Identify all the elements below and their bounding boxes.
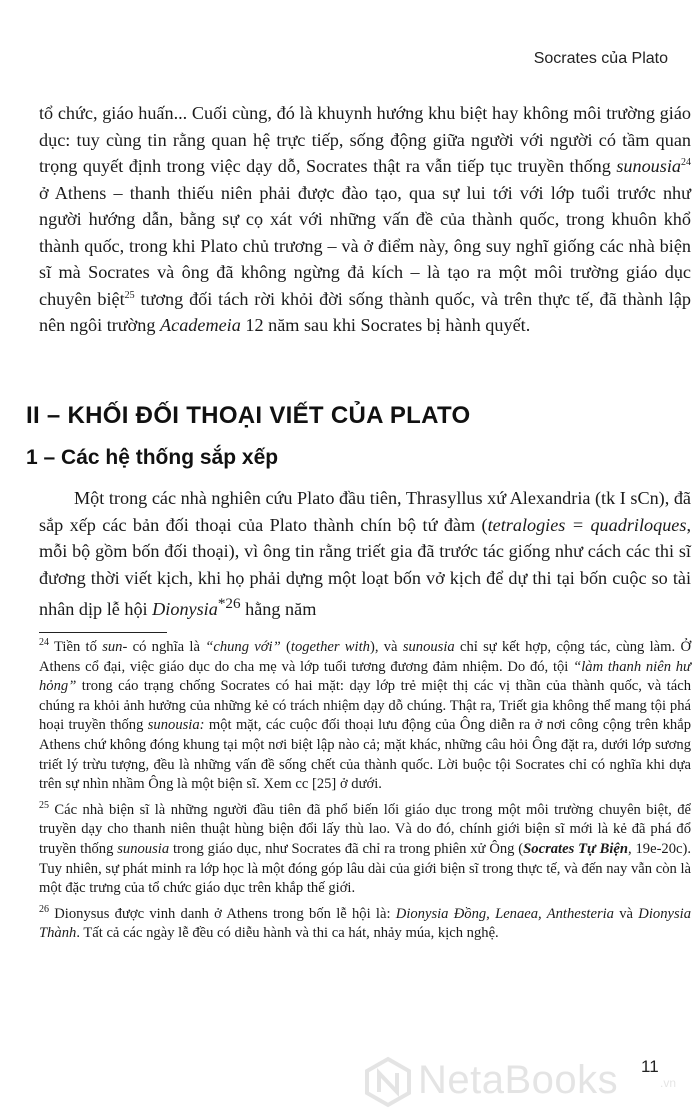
footnote-ref-26: *26 (217, 595, 241, 612)
page-number: 11 (641, 1057, 659, 1076)
footnote-ref-24: 24 (681, 156, 691, 168)
body-paragraph: Một trong các nhà nghiên cứu Plato đầu tiên, Thrasyllus xứ Alexandria (tk I sCn), đã sắp xếp các bản đối thoại của Plato thành chín bộ tứ đàm (tetralogies = quadriloques, mỗi bộ gồm bốn đối thoại), vì ông tin rằng triết gia đã trước tác giống như cách các thi sĩ đương thời viết kịch, khi họ phải dựng một loạt bốn vở kịch để dự thi tại bốn cuộc so tài nhân dịp lễ hội Dionysia$^{*26}$ hằng năm (39, 488, 691, 620)
subsection-heading: 1 – Các hệ thống sắp xếp (26, 446, 279, 469)
footnote-24: $^{24}$ Tiền tố sun- có nghĩa là “chung với” (together with), và sunousia chỉ sự kết hợp, cộng tác, cùng làm. Ở Athens cổ đại, việc giáo dục do cha mẹ và lớp tuổi tương đương đảm nhiệm. Do đó, tội “làm thanh niên hư hỏng” trong cáo trạng chống Socrates có hai mặt: dạy lớp trẻ miệt thị các vị thần của thành quốc, và tách chúng ra khỏi ảnh hưởng của những kẻ có trách nhiệm dạy dỗ chúng. Thật ra, Triết gia không thể mang tội phá hoại truyền thống sunousia: một mặt, các cuộc đối thoại lưu động của Ông diễn ra ở nơi công cộng trên khắp Athens chứ không đóng khung tại một nơi biệt lập nào cả; mặt khác, những câu hỏi Ông đặt ra, dưới lớp sương triết lý trừu tượng, đều là những vấn đề sống chết của thành quốc. Lời buộc tội Socrates chỉ có nghĩa khi dựa trên sự nhìn nhầm Ông là một biện sĩ. Xem cc [25] ở dưới. (39, 637, 692, 793)
footnote-25: $^{25}$ Các nhà biện sĩ là những người đầu tiên đã phổ biến lối giáo dục trong một môi trường chuyên biệt, để truyền dạy cho thanh niên thuật hùng biện đổi lấy thù lao. Và do đó, chính giới biện sĩ mới là kẻ đã phá đổ truyền thống sunousia trong giáo dục, như Socrates đã chỉ ra trong phiên xử Ông (Socrates Tự Biện, 19e-20c). Tuy nhiên, sự phát minh ra lớp học là một đóng góp lâu dài của giới biện sĩ trong thực tế, và đến nay vẫn còn là một đặc trưng của tổ chức giáo dục trên khắp thế giới. (39, 799, 692, 897)
running-header: Socrates của Plato (533, 50, 668, 67)
footnote-divider (39, 632, 167, 633)
footnotes (39, 638, 691, 950)
footnote-number: 24 (39, 637, 49, 649)
footnote-26: $^{26}$ Dionysus được vinh danh ở Athens trong bốn lễ hội là: Dionysia Đồng, Lenaea, Anthesteria và Dionysia Thành. Tất cả các ngày lễ đều có diễu hành và thi ca hát, nhảy múa, kịch nghệ. (39, 903, 691, 942)
footnote-number: 26 (39, 903, 49, 915)
netabooks-watermark (360, 1050, 680, 1120)
term-academeia: Academeia (160, 315, 241, 335)
watermark-suffix: .vn (660, 1076, 677, 1090)
term-sunousia: sunousia (616, 156, 681, 176)
body-paragraph-continued: tổ chức, giáo huấn... Cuối cùng, đó là khuynh hướng khu biệt hay không môi trường giáo dục: tuy cùng tin rằng quan hệ trực tiếp, sống động giữa người với người có tầm quan trọng quyết định trong việc dạy dỗ, Socrates thật ra vẫn tiếp tục truyền thống sunousia$^{24}$ ở Athens – thanh thiếu niên phải được đào tạo, qua sự lui tới với lớp tuổi trước như người hướng dẫn, bằng sự cọ xát với những vấn đề của thành quốc, trong khuôn khổ thành quốc, trong khi Plato chủ trương – và ở điểm này, ông suy nghĩ giống các nhà biện sĩ mà Socrates và ông đã không ngừng đả kích – là tạo ra một môi trường giáo dục chuyên biệt$^{25}$ tương đối tách rời khỏi đời sống thành quốc, và trên thực tế, đã thành lập nên ngôi trường Academeia 12 năm sau khi Socrates bị hành quyết. (39, 103, 691, 335)
watermark-text: NetaBooks (418, 1058, 619, 1102)
book-title: Socrates Tự Biện (523, 840, 628, 857)
footnote-ref-25: 25 (124, 289, 135, 301)
section-heading: II – KHỐI ĐỐI THOẠI VIẾT CỦA PLATO (26, 402, 471, 429)
term-tetralogies: tetralogies = quadriloques (487, 514, 687, 535)
term-dionysia: Dionysia (152, 599, 218, 620)
netabooks-logo-icon (362, 1056, 414, 1108)
footnote-number: 25 (39, 799, 49, 811)
